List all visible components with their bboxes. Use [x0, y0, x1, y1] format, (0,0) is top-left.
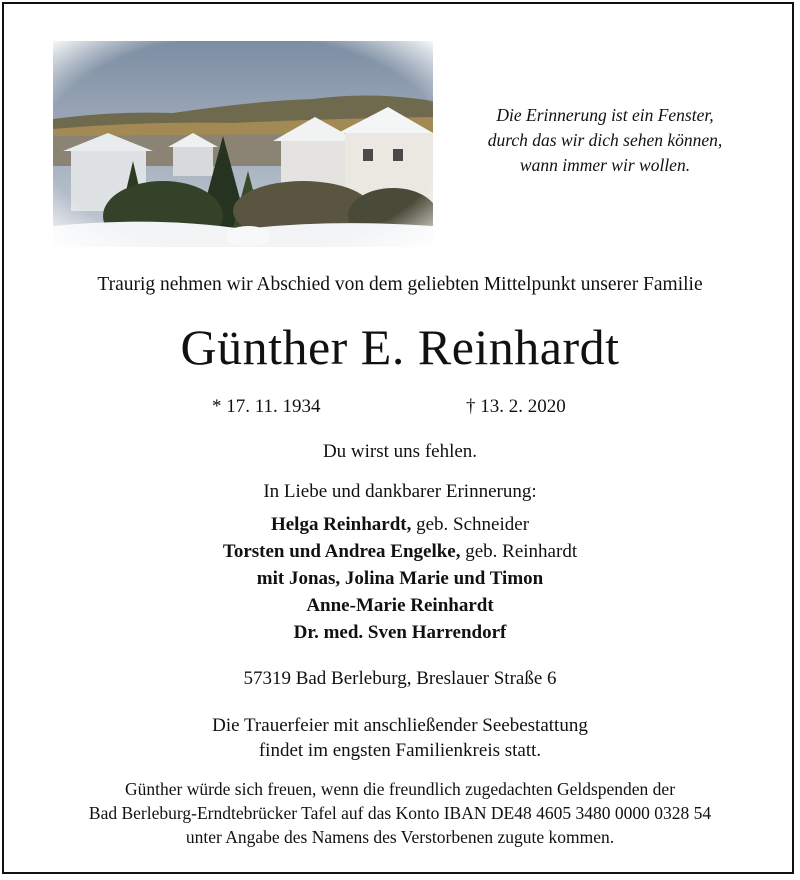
mourner-name: Dr. med. Sven Harrendorf — [293, 622, 507, 643]
mourner-line — [0, 568, 800, 590]
farewell-text: Du wirst uns fehlen. — [322, 441, 478, 462]
memorial-quote — [455, 103, 755, 178]
mourner-name: Torsten und Andrea Engelke, — [222, 541, 461, 562]
quote-line: durch das wir dich sehen können, — [487, 130, 723, 150]
mourner-name: Anne-Marie Reinhardt — [306, 595, 494, 616]
deceased-name: Günther E. Reinhardt — [180, 319, 620, 375]
mourner-suffix: geb. Reinhardt — [460, 541, 578, 562]
mourner-name: mit Jonas, Jolina Marie und Timon — [256, 568, 544, 589]
birth-date: * 17. 11. 1934 — [212, 396, 321, 417]
ceremony-line: findet im engsten Familienkreis statt. — [258, 740, 542, 761]
donation-line: Günther würde sich freuen, wenn die freundlich zugedachten Geldspenden der — [124, 779, 676, 799]
mourner-suffix: geb. Schneider — [411, 514, 530, 535]
mourner-line — [0, 622, 800, 644]
intro-text: Traurig nehmen wir Abschied von dem geliebten Mittelpunkt unserer Familie — [97, 274, 703, 295]
winter-town-photo — [53, 41, 433, 247]
donation-line: Bad Berleburg-Erndtebrücker Tafel auf das Konto IBAN DE48 4605 3480 0000 0328 54 — [88, 803, 712, 823]
mourner-name: Helga Reinhardt, — [270, 514, 412, 535]
mourner-line — [0, 514, 800, 536]
ceremony-line: Die Trauerfeier mit anschließender Seebestattung — [212, 715, 588, 736]
mourner-line — [0, 595, 800, 617]
quote-line: wann immer wir wollen. — [519, 155, 691, 175]
mourner-line — [0, 541, 800, 563]
death-date: † 13. 2. 2020 — [466, 396, 566, 417]
donation-line: unter Angabe des Namens des Verstorbenen zugute kommen. — [185, 827, 615, 847]
quote-line: Die Erinnerung ist ein Fenster, — [496, 105, 714, 125]
address: 57319 Bad Berleburg, Breslauer Straße 6 — [243, 668, 557, 689]
memory-line: In Liebe und dankbarer Erinnerung: — [263, 481, 537, 502]
